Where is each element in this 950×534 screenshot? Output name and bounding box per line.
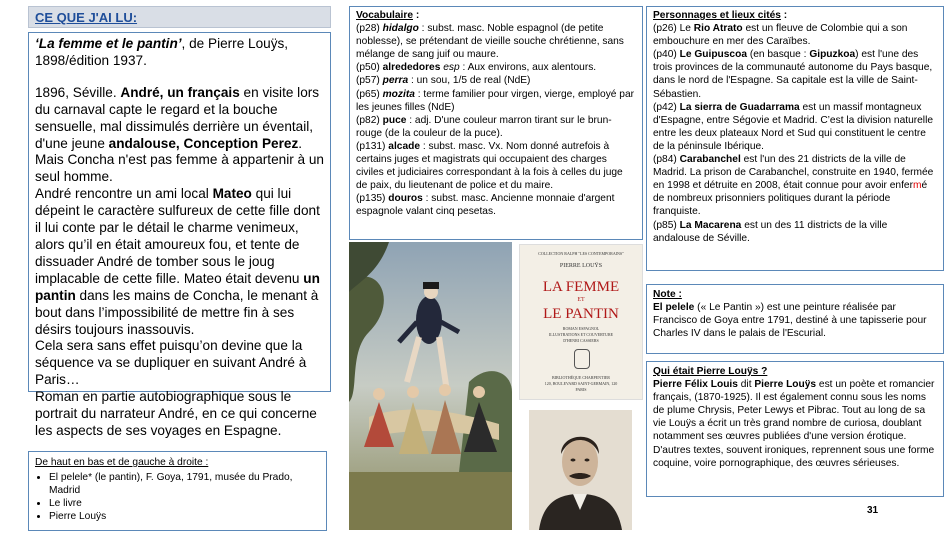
vocab-entry: (p65) mozita : terme familier pour virgen, vierge, employé par les jeunes filles (NdE): [356, 88, 635, 113]
book-cover-title-et: ET: [577, 297, 585, 303]
book-cover-image: [519, 244, 643, 400]
author-bio-panel: [646, 361, 944, 497]
book-cover-subtitle-3: D'HENRI CASSIERS: [563, 338, 599, 343]
book-cover-city: PARIS: [575, 387, 587, 392]
note-heading: Note :: [653, 289, 682, 300]
vocabulary-heading: Vocabulaire :: [356, 10, 420, 21]
book-cover-subtitle-2: ILLUSTRATIONS ET COUVERTURE: [548, 332, 614, 337]
section-title-box: [28, 6, 331, 28]
note-body: El pelele (« Le Pantin ») est une peinture réalisée par Francisco de Goya entre 1791, destiné à une tapisserie pour Charles IV dans le palais de l'Escurial.: [653, 302, 927, 340]
credits-list: [35, 471, 320, 523]
pierre-louys-portrait: [529, 410, 632, 530]
book-reference: [35, 36, 324, 70]
summary-paragraph-1: 1896, Séville. André, un français en visite lors du carnaval capte le regard et la bouche sensuelle, mal dissimulés derrière un éventail, d'une jeune andalouse, Conception Perez. Mais Concha n'est pas femme à appartenir à un seul homme.: [35, 84, 324, 185]
vocab-entry: (p28) hidalgo : subst. masc. Noble espagnol (de petite noblesse), se prétendant de vieille souche chrétienne, sans mélange de sang juif ou maure.: [356, 23, 624, 61]
goya-el-pelele-painting: [349, 242, 512, 530]
book-cover-collection: COLLECTION RALPH "LES CONTEMPORAINS": [538, 251, 624, 256]
book-cover-address: 120, BOULEVARD SAINT-GERMAIN, 120: [544, 381, 618, 386]
vocab-entry: (p135) douros : subst. masc. Ancienne monnaie d'argent espagnole valant cinq pesetas.: [356, 193, 615, 218]
section-title: CE QUE J'AI LU:: [35, 10, 138, 25]
note-panel: [646, 284, 944, 354]
summary-panel: [28, 32, 331, 438]
book-author-date: , de Pierre Louÿs, 1898/édition 1937.: [35, 36, 289, 68]
publisher-emblem-icon: [574, 349, 590, 369]
place-entry: (p40) Le Guipuscoa (en basque : Gipuzkoa) est l'une des trois provinces de la communauté autonome du Pays basque, dans le nord de l'Espagne. Sa capitale est la ville de Saint-Sébastien.: [653, 49, 933, 100]
characters-heading: Personnages et lieux cités :: [653, 10, 788, 21]
place-entry: (p85) La Macarena est un des 11 districts de la ville andalouse de Séville.: [653, 219, 888, 244]
vocab-entry: (p57) perra : un sou, 1/5 de real (NdE): [356, 75, 531, 87]
credits-item: • El pelele* (le pantin), F. Goya, 1791, musée du Prado, Madrid: [49, 471, 320, 497]
book-cover-author: PIERRE LOUŸS: [559, 263, 603, 269]
vocab-entry: (p131) alcade : subst. masc. Vx. Nom donné autrefois à certains juges et magistrats qui occupaient des charges civiles et judiciaires correspondant à la fois à celles du juge de paix, du lieutenant de police et du maire.: [356, 140, 623, 192]
image-credits-panel: [28, 451, 327, 531]
vocab-entry: (p82) puce : adj. D'une couleur marron tirant sur le brun-rouge (de la couleur de la puce).: [356, 114, 612, 139]
book-title: ‘La femme et le pantin’: [35, 36, 182, 51]
vocabulary-panel: [349, 6, 643, 240]
summary-paragraph-2: André rencontre un ami local Mateo qui lui dépeint le caractère sulfureux de cette fille dont il lui conte par le détail le charme venimeux, alors qu’il en était amoureux fou, et tente de dissuader André de tomber sous le joug implacable de cette fille. Mateo était devenu un pantin dans les mains de Concha, le menant à bout dans l’impossibilité de mettre fin à ses désirs toujours inassouvis.: [35, 186, 320, 337]
vocab-entry: (p50) alrededores esp : Aux environs, aux alentours.: [356, 62, 597, 74]
place-entry: (p84) Carabanchel est l'un des 21 districts de la ville de Madrid. La prison de Carabanchel, construite en 1940, fermée en 1998 et détruite en 2008, était connue pour avoir enfermé de nombreux prisonniers politiques durant la période franquiste.: [653, 154, 934, 218]
book-cover-title-1: LA FEMME: [542, 279, 620, 295]
author-bio-body: Pierre Félix Louis dit Pierre Louÿs est un poète et romancier français, (1870-1925). Il est également connu sous les noms de plume Chrysis, Peter Lewys et Pibrac. Tout au long de sa vie Louÿs a écrit un très grand nombre de curiosa, doublant notamment ses œuvres publiées d'une version érotique. D'autres textes, souvent ironiques, reprennent sous une forme coquine, voire pornographique, des œuvres sérieuses.: [653, 379, 935, 469]
place-entry: (p42) La sierra de Guadarrama est un massif montagneux d'Espagne, entre Ségovie et Madrid. C’est la division naturelle entre les deux plateaux Nord et Sud qui constituent le centre de la péninsule Ibérique.: [653, 101, 933, 152]
book-cover-title-2: LE PANTIN: [543, 306, 619, 322]
credits-heading: De haut en bas et de gauche à droite :: [35, 457, 209, 468]
book-cover-subtitle: ROMAN ESPAGNOL: [562, 326, 600, 331]
author-bio-heading: Qui était Pierre Louÿs ?: [653, 366, 768, 377]
page-number: 31: [867, 505, 879, 516]
book-cover-publisher: BIBLIOTHÈQUE CHARPENTIER: [552, 375, 610, 380]
summary-paragraph-3: Cela sera sans effet puisqu’on devine que la séquence va se dupliquer en suivant André à Paris…: [35, 338, 307, 388]
place-entry: (p26) Le Rio Atrato est un fleuve de Colombie qui a son embouchure en mer des Caraïbes.: [653, 23, 908, 48]
characters-places-panel: [646, 6, 944, 271]
credits-item: • Le livre: [49, 497, 320, 510]
credits-item: • Pierre Louÿs: [49, 510, 320, 523]
summary-paragraph-4: Roman en partie autobiographique sous le portrait du narrateur André, en ce qui concerne les aspects de ses voyages en Espagne.: [35, 389, 317, 438]
